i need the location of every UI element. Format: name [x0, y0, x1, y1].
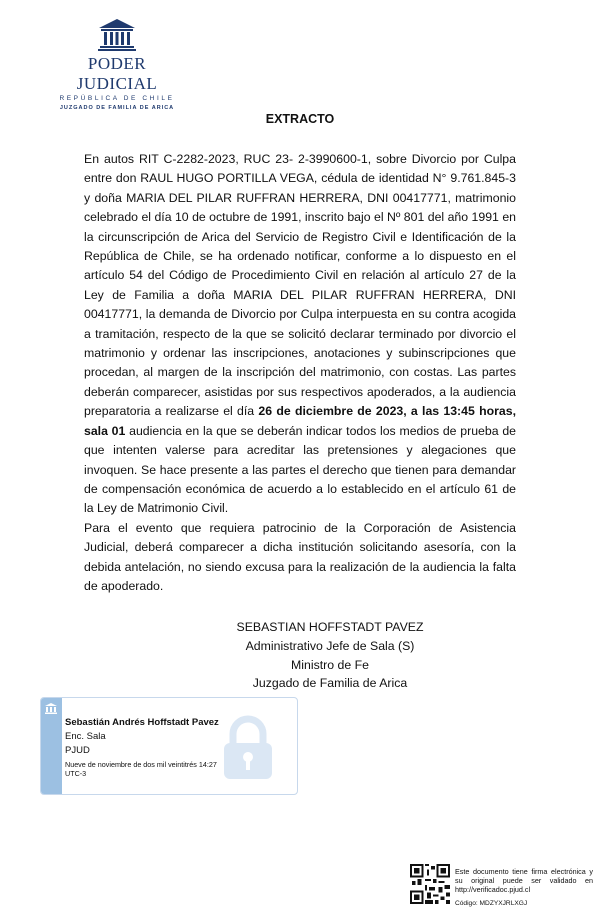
hearing-date: 26 de diciembre de 2023, a las 13:45 horas, sala 01	[84, 404, 516, 438]
courthouse-small-icon	[45, 703, 57, 717]
court-name: JUZGADO DE FAMILIA DE ARICA	[59, 105, 175, 111]
paragraph-1: En autos RIT C-2282-2023, RUC 23- 2-3990600-1, sobre Divorcio por Culpa entre don RAUL HUGO PORTILLA VEGA, cédula de identidad N° 9.761.845-3 y doña MARIA DEL PILAR RUFFRAN HERRERA, DNI 00417771, matrimonio celebrado el día 10 de octubre de 1991, inscrito bajo el Nº 801 del año 1991 en la circunscripción de Arica del Servicio de Registro Civil e Identificación de la República de Chile, se ha ordenado notificar, conforme a lo dispuesto en el artículo 54 del Código de Procedimiento Civil en relación al artículo 27 de la Ley de Familia a doña MARIA DEL PILAR RUFFRAN HERRERA, DNI 00417771, la demanda de Divorcio por Culpa interpuesta en su contra acogida a tramitación, respecto de la que se solicitó declarar terminado por divorcio el matrimonio y ordenar las inscripciones, anotaciones y subinscripciones que procedan, al margen de la inscripción del matrimonio, con costas. Las partes deberán comparecer, asistidas por sus respectivos apoderados, a la audiencia preparatoria a realizarse el día 26 de diciembre de 2023, a las 13:45 horas, sala 01 audiencia en la que se deberán indicar todos los medios de prueba de que intenten valerse para acreditar las pretensiones y alegaciones que invoquen. Se hace presente a las partes el derecho que tienen para demandar de compensación económica de acuerdo a lo establecido en el artículo 61 de la Ley de Matrimonio Civil.	[84, 152, 516, 516]
signature-block	[180, 618, 480, 693]
signer-court: Juzgado de Familia de Arica	[252, 676, 408, 691]
signer-full-name: Sebastián Andrés Hoffstadt Pavez	[65, 717, 219, 728]
paragraph-2: Para el evento que requiera patrocinio de la Corporación de Asistencia Judicial, deberá comparecer a dicha institución solicitando asesoría, con la debida antelación, no siendo excusa para la realización de la audiencia la falta de apoderado.	[84, 520, 516, 593]
signer-name: SEBASTIAN HOFFSTADT PAVEZ	[236, 620, 424, 634]
org-name: PODER JUDICIAL	[76, 54, 158, 93]
signer-role: Administrativo Jefe de Sala (S)	[245, 638, 415, 653]
signer-org: PJUD	[65, 745, 90, 756]
verification-code: Código: MDZYXJRLXGJ	[455, 900, 528, 907]
verification-text: Este documento tiene firma electrónica y su original puede ser validado en http://verificadoc.pjud.cl	[455, 867, 593, 894]
document-body	[84, 150, 516, 596]
country-name: REPÚBLICA DE CHILE	[59, 95, 175, 102]
electronic-signature-card	[40, 697, 298, 795]
signer-position: Enc. Sala	[65, 731, 106, 742]
document-title: EXTRACTO	[265, 112, 335, 126]
signer-title: Ministro de Fe	[291, 657, 369, 672]
signature-timestamp: Nueve de noviembre de dos mil veintitrés 14:27 UTC-3	[65, 760, 217, 778]
signature-card-bar	[41, 698, 62, 794]
qr-code	[410, 864, 450, 904]
poder-judicial-logo	[52, 18, 182, 111]
courthouse-icon	[97, 18, 137, 52]
